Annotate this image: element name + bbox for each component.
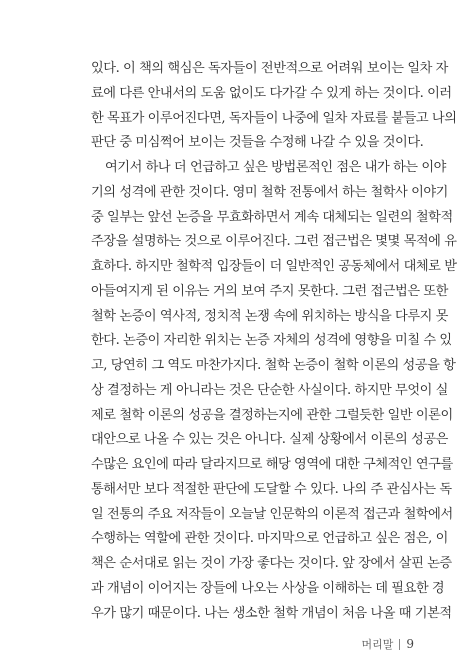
text-line: 아들여지게 된 이유는 거의 보여 주지 못한다. 그런 접근법은 또한	[91, 284, 448, 299]
paragraph-first-line: 여기서 하나 더 언급하고 싶은 방법론적인 점은 내가 하는 이야	[105, 160, 446, 175]
text-line: 우가 많기 때문이다. 나는 생소한 철학 개념이 처음 나올 때 기본적	[91, 606, 452, 621]
text-line: 수행하는 역할에 관한 것이다. 마지막으로 언급하고 싶은 점은, 이	[91, 531, 448, 546]
text-line: 책은 순서대로 읽는 것이 가장 좋다는 것이다. 앞 장에서 살핀 논증	[91, 556, 452, 571]
text-line: 일 전통의 주요 저작들이 오늘날 인문학의 이론적 접근과 철학에서	[91, 507, 453, 522]
text-line: 수많은 요인에 따라 달라지므로 해당 영역에 대한 구체적인 연구를	[91, 457, 453, 472]
footer-divider	[399, 639, 400, 650]
text-line: 철학 논증이 역사적, 정치적 논쟁 속에 위치하는 방식을 다루지 못	[91, 309, 448, 324]
text-line: 대안으로 나올 수 있는 것은 아니다. 실제 상황에서 이론의 성공은	[91, 432, 448, 447]
text-line: 과 개념이 이어지는 장들에 나오는 사상을 이해하는 데 필요한 경	[91, 581, 445, 596]
text-line: 료에 다른 안내서의 도움 없이도 다가갈 수 있게 하는 것이다. 이러	[91, 86, 452, 101]
text-line: 한다. 논증이 자리한 위치는 논증 자체의 성격에 영향을 미칠 수 있	[91, 333, 452, 348]
text-line: 판단 중 미심쩍어 보이는 것들을 수정해 나갈 수 있을 것이다.	[91, 135, 424, 150]
text-line: 중 일부는 앞선 논증을 무효화하면서 계속 대체되는 일련의 철학적	[91, 210, 453, 225]
text-line: 한 목표가 이루어진다면, 독자들이 나중에 일차 자료를 붙들고 나의	[91, 111, 457, 126]
page-footer	[361, 636, 414, 652]
text-line: 기의 성격에 관한 것이다. 영미 철학 전통에서 하는 철학사 이야기	[91, 185, 448, 200]
text-line: 제로 철학 이론의 성공을 결정하는지에 관한 그럴듯한 일반 이론이	[91, 408, 453, 423]
running-section-title: 머리말	[361, 638, 394, 651]
page-number: 9	[406, 637, 414, 651]
text-line: 고, 당연히 그 역도 마찬가지다. 철학 논증이 철학 이론의 성공을 항	[91, 358, 456, 373]
text-line: 통해서만 보다 적절한 판단에 도달할 수 있다. 나의 주 관심사는 독	[91, 482, 452, 497]
text-line: 효하다. 하지만 철학적 입장들이 더 일반적인 공동체에서 대체로 받	[91, 259, 457, 274]
text-line: 주장을 설명하는 것으로 이루어진다. 그런 접근법은 몇몇 목적에 유	[91, 234, 457, 249]
text-line: 상 결정하는 게 아니라는 것은 단순한 사실이다. 하지만 무엇이 실	[91, 383, 448, 398]
text-line: 있다. 이 책의 핵심은 독자들이 전반적으로 어려워 보이는 일차 자	[91, 61, 448, 76]
